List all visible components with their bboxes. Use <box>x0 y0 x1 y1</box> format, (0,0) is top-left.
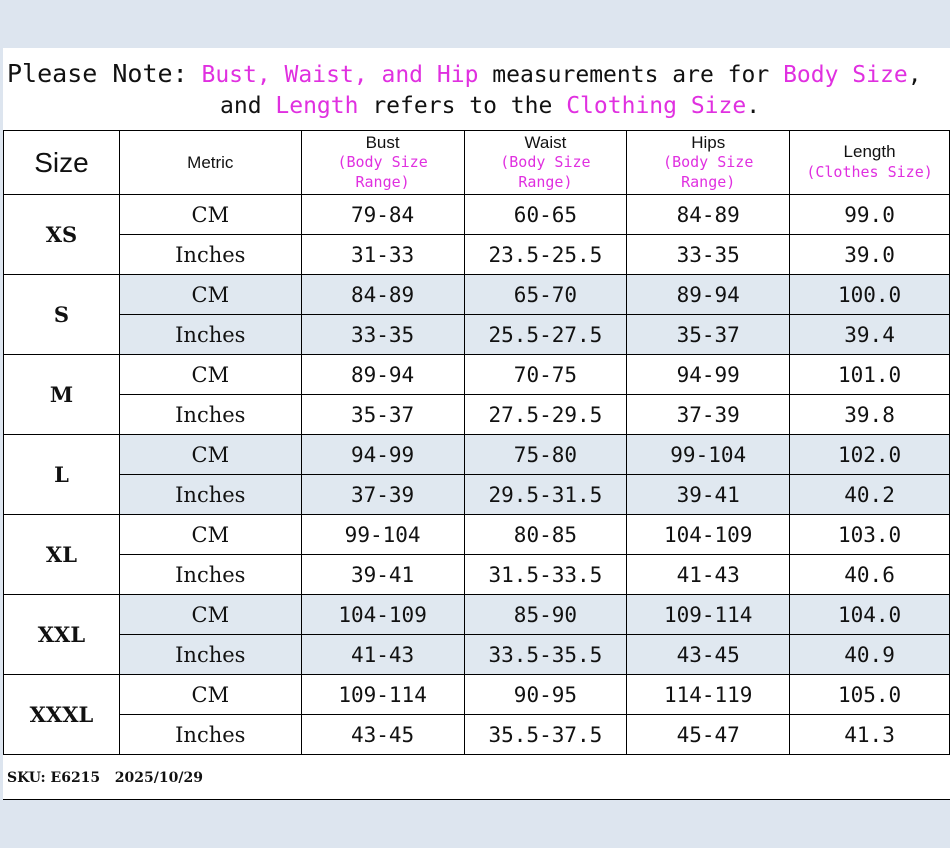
waist-value: 85-90 <box>464 595 627 635</box>
parts1-segment: , <box>907 62 922 88</box>
parts1-segment: Bust, Waist, and Hip <box>187 62 479 88</box>
hips-value: 37-39 <box>627 395 790 435</box>
hips-value: 89-94 <box>627 275 790 315</box>
hips-value: 104-109 <box>627 515 790 555</box>
length-value: 103.0 <box>790 515 950 555</box>
parts2-segment: . <box>746 93 761 119</box>
header-bust-sub1: (Body Size <box>337 153 428 171</box>
waist-value: 80-85 <box>464 515 627 555</box>
header-hips-sub2: Range) <box>681 173 736 191</box>
table-row <box>4 555 950 595</box>
bust-value: 99-104 <box>301 515 464 555</box>
waist-value: 31.5-33.5 <box>464 555 627 595</box>
hips-value: 84-89 <box>627 195 790 235</box>
hips-value: 39-41 <box>627 475 790 515</box>
bust-value: 84-89 <box>301 275 464 315</box>
hips-value: 43-45 <box>627 635 790 675</box>
metric-label: Inches <box>119 555 301 595</box>
header-length-sub: (Clothes Size) <box>806 163 933 181</box>
bust-value: 89-94 <box>301 355 464 395</box>
parts2-segment: refers to the <box>358 93 567 119</box>
size-label: M <box>4 355 120 435</box>
hips-value: 109-114 <box>627 595 790 635</box>
table-row <box>4 315 950 355</box>
note-line-1 <box>3 58 950 91</box>
header-length <box>790 131 950 195</box>
metric-label: CM <box>119 595 301 635</box>
bust-value: 37-39 <box>301 475 464 515</box>
metric-label: Inches <box>119 475 301 515</box>
footer-sku: SKU: E6215 <box>7 770 101 786</box>
waist-value: 33.5-35.5 <box>464 635 627 675</box>
length-value: 41.3 <box>790 715 950 755</box>
metric-label: CM <box>119 275 301 315</box>
bust-value: 31-33 <box>301 235 464 275</box>
footer-divider <box>3 799 950 800</box>
header-waist-sub2: Range) <box>518 173 573 191</box>
size-label: XL <box>4 515 120 595</box>
waist-value: 65-70 <box>464 275 627 315</box>
bust-value: 94-99 <box>301 435 464 475</box>
waist-value: 25.5-27.5 <box>464 315 627 355</box>
header-waist-label: Waist <box>524 133 567 152</box>
waist-value: 35.5-37.5 <box>464 715 627 755</box>
length-value: 40.6 <box>790 555 950 595</box>
metric-label: Inches <box>119 715 301 755</box>
waist-value: 29.5-31.5 <box>464 475 627 515</box>
header-hips-sub1: (Body Size <box>663 153 754 171</box>
waist-value: 75-80 <box>464 435 627 475</box>
header-row <box>4 131 950 195</box>
length-value: 102.0 <box>790 435 950 475</box>
table-row <box>4 395 950 435</box>
table-row <box>4 675 950 715</box>
size-note <box>3 58 950 122</box>
metric-label: Inches <box>119 635 301 675</box>
length-value: 39.8 <box>790 395 950 435</box>
table-row <box>4 355 950 395</box>
length-value: 99.0 <box>790 195 950 235</box>
header-hips <box>627 131 790 195</box>
hips-value: 41-43 <box>627 555 790 595</box>
bust-value: 43-45 <box>301 715 464 755</box>
metric-label: Inches <box>119 395 301 435</box>
header-length-label: Length <box>843 142 896 161</box>
note-prefix: Please Note: <box>7 59 188 88</box>
metric-label: CM <box>119 675 301 715</box>
table-row <box>4 595 950 635</box>
bust-value: 39-41 <box>301 555 464 595</box>
header-metric: Metric <box>119 131 301 195</box>
size-label: XS <box>4 195 120 275</box>
waist-value: 27.5-29.5 <box>464 395 627 435</box>
parts1-segment: measurements are for <box>478 62 770 88</box>
metric-label: CM <box>119 355 301 395</box>
header-bust-label: Bust <box>365 133 400 152</box>
table-row <box>4 635 950 675</box>
hips-value: 45-47 <box>627 715 790 755</box>
length-value: 39.4 <box>790 315 950 355</box>
length-value: 40.9 <box>790 635 950 675</box>
bust-value: 41-43 <box>301 635 464 675</box>
size-table <box>3 130 950 755</box>
bust-value: 33-35 <box>301 315 464 355</box>
waist-value: 60-65 <box>464 195 627 235</box>
table-row <box>4 475 950 515</box>
waist-value: 70-75 <box>464 355 627 395</box>
length-value: 101.0 <box>790 355 950 395</box>
header-size: Size <box>4 131 120 195</box>
parts2-segment: Clothing Size <box>566 93 747 119</box>
hips-value: 35-37 <box>627 315 790 355</box>
size-label: XXL <box>4 595 120 675</box>
bust-value: 79-84 <box>301 195 464 235</box>
length-value: 100.0 <box>790 275 950 315</box>
length-value: 39.0 <box>790 235 950 275</box>
footer-sku-date <box>7 770 203 786</box>
size-chart-sheet <box>3 48 950 800</box>
table-row <box>4 195 950 235</box>
table-row <box>4 235 950 275</box>
metric-label: Inches <box>119 315 301 355</box>
bust-value: 109-114 <box>301 675 464 715</box>
header-bust <box>301 131 464 195</box>
bust-value: 35-37 <box>301 395 464 435</box>
table-row <box>4 435 950 475</box>
waist-value: 90-95 <box>464 675 627 715</box>
metric-label: CM <box>119 435 301 475</box>
length-value: 104.0 <box>790 595 950 635</box>
parts2-segment: Length <box>275 93 359 119</box>
length-value: 40.2 <box>790 475 950 515</box>
parts1-segment: Body Size <box>769 62 908 88</box>
bust-value: 104-109 <box>301 595 464 635</box>
table-row <box>4 715 950 755</box>
table-row <box>4 275 950 315</box>
hips-value: 94-99 <box>627 355 790 395</box>
hips-value: 99-104 <box>627 435 790 475</box>
size-label: L <box>4 435 120 515</box>
metric-label: CM <box>119 515 301 555</box>
header-waist <box>464 131 627 195</box>
size-label: S <box>4 275 120 355</box>
hips-value: 33-35 <box>627 235 790 275</box>
metric-label: Inches <box>119 235 301 275</box>
waist-value: 23.5-25.5 <box>464 235 627 275</box>
size-label: XXXL <box>4 675 120 755</box>
header-bust-sub2: Range) <box>355 173 410 191</box>
parts2-segment: and <box>220 93 276 119</box>
note-line-2 <box>3 91 950 122</box>
table-row <box>4 515 950 555</box>
metric-label: CM <box>119 195 301 235</box>
hips-value: 114-119 <box>627 675 790 715</box>
length-value: 105.0 <box>790 675 950 715</box>
footer-date: 2025/10/29 <box>114 770 203 786</box>
header-hips-label: Hips <box>691 133 726 152</box>
header-waist-sub1: (Body Size <box>500 153 591 171</box>
